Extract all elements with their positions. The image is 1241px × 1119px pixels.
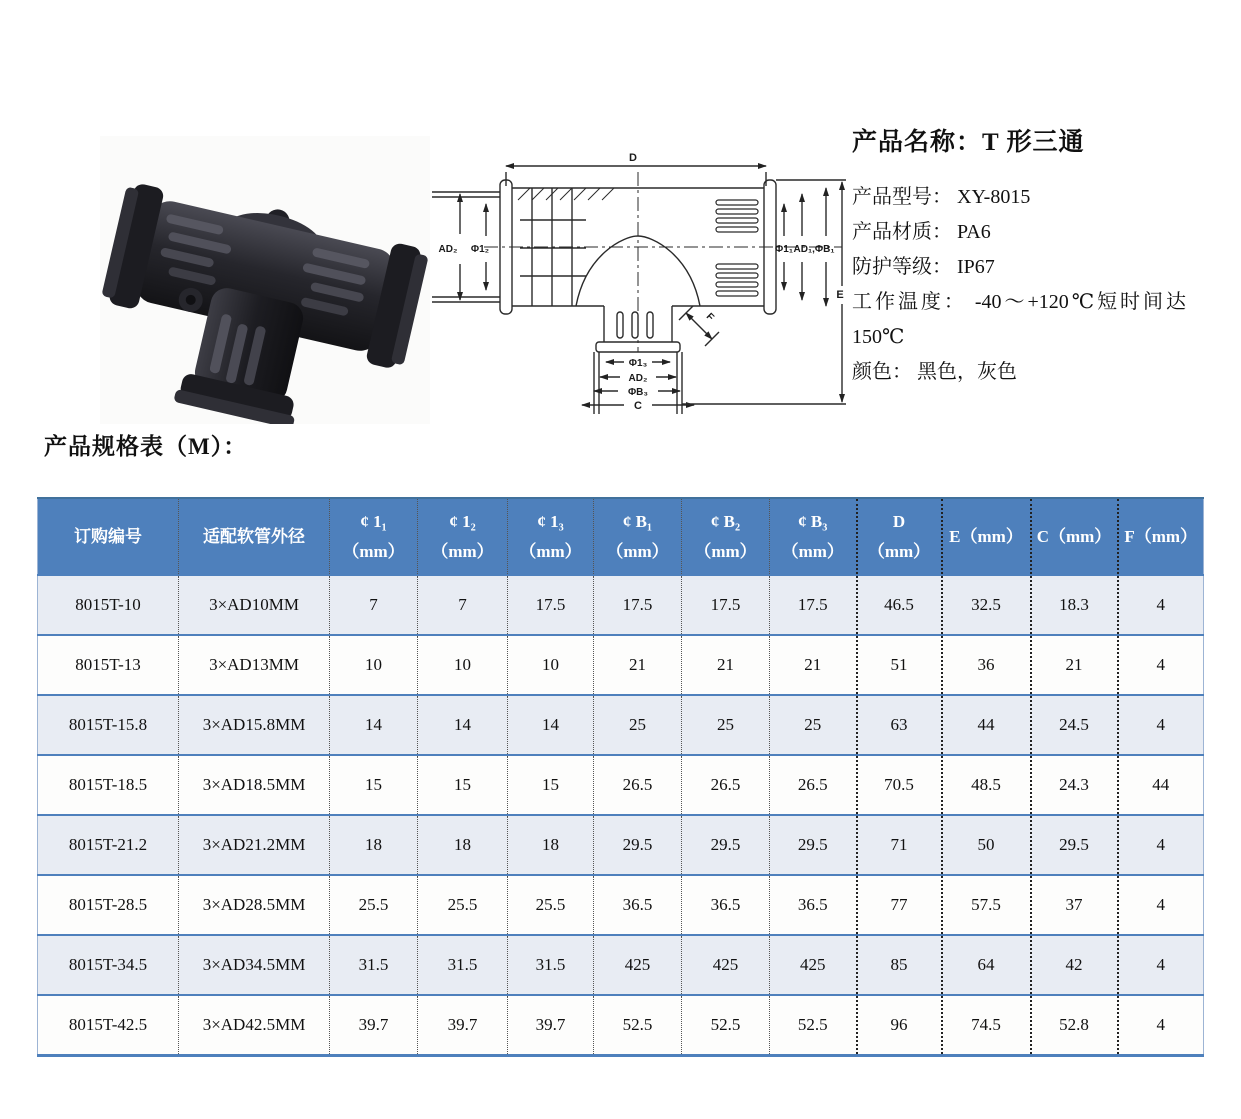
- col-header-phi1-3: ¢ 1₃ （mm）: [508, 498, 594, 575]
- table-cell: 52.5: [770, 995, 857, 1056]
- t-fitting-photo-illustration: [100, 136, 430, 424]
- table-cell: 8015T-10: [38, 575, 179, 635]
- table-row: [38, 635, 1204, 695]
- dimension-diagram: [428, 146, 852, 420]
- col-header-f: F（mm）: [1118, 498, 1204, 575]
- table-cell: 52.5: [594, 995, 682, 1056]
- table-cell: 8015T-34.5: [38, 935, 179, 995]
- table-cell: 44: [1118, 755, 1204, 815]
- col-header-hose-od: 适配软管外径: [179, 498, 330, 575]
- table-cell: 14: [330, 695, 418, 755]
- table-cell: 25: [770, 695, 857, 755]
- table-cell: 4: [1118, 995, 1204, 1056]
- table-cell: 52.5: [682, 995, 770, 1056]
- table-cell: 4: [1118, 575, 1204, 635]
- table-cell: 17.5: [770, 575, 857, 635]
- table-cell: 14: [508, 695, 594, 755]
- table-cell: 8015T-28.5: [38, 875, 179, 935]
- table-row: [38, 575, 1204, 635]
- table-cell: 8015T-18.5: [38, 755, 179, 815]
- product-model-line: 产品型号： XY-8015: [852, 186, 1031, 208]
- dim-label-e: E: [836, 289, 844, 301]
- table-cell: 8015T-21.2: [38, 815, 179, 875]
- dim-label-d: D: [629, 152, 637, 164]
- dim-label-ad2-bottom: AD₂: [628, 373, 648, 384]
- technical-drawing: [428, 146, 852, 420]
- table-cell: 42: [1031, 935, 1118, 995]
- product-name-title: 产品名称：T 形三通: [852, 129, 1085, 156]
- table-cell: 25.5: [330, 875, 418, 935]
- dim-label-ad2-left: AD₂: [438, 244, 458, 255]
- dim-label-phi12-left: Φ1₂: [470, 244, 490, 255]
- table-cell: 48.5: [942, 755, 1031, 815]
- working-temperature-line-2: 150℃: [852, 326, 905, 348]
- product-material-line: 产品材质： PA6: [852, 221, 991, 243]
- table-cell: 3×AD28.5MM: [179, 875, 330, 935]
- table-cell: 71: [857, 815, 942, 875]
- table-cell: 32.5: [942, 575, 1031, 635]
- table-cell: 26.5: [770, 755, 857, 815]
- table-cell: 57.5: [942, 875, 1031, 935]
- dim-label-c: C: [634, 400, 642, 412]
- dim-label-ad1-phib1-right: AD₁,ΦB₁: [793, 244, 835, 255]
- table-cell: 36.5: [682, 875, 770, 935]
- table-cell: 4: [1118, 875, 1204, 935]
- table-cell: 425: [682, 935, 770, 995]
- table-cell: 17.5: [508, 575, 594, 635]
- working-temperature-line: 工作温度： -40～+120℃短时间达: [852, 291, 1186, 313]
- table-row: [38, 995, 1204, 1056]
- product-photo: [100, 136, 430, 424]
- table-cell: 29.5: [682, 815, 770, 875]
- table-cell: 3×AD13MM: [179, 635, 330, 695]
- table-cell: 44: [942, 695, 1031, 755]
- table-cell: 70.5: [857, 755, 942, 815]
- table-cell: 39.7: [418, 995, 508, 1056]
- table-cell: 21: [1031, 635, 1118, 695]
- table-row: [38, 875, 1204, 935]
- table-cell: 17.5: [682, 575, 770, 635]
- table-cell: 4: [1118, 695, 1204, 755]
- table-cell: 17.5: [594, 575, 682, 635]
- table-cell: 96: [857, 995, 942, 1056]
- table-cell: 29.5: [1031, 815, 1118, 875]
- col-header-phib-2: ¢ B₂ （mm）: [682, 498, 770, 575]
- table-cell: 39.7: [330, 995, 418, 1056]
- table-cell: 4: [1118, 815, 1204, 875]
- table-cell: 24.3: [1031, 755, 1118, 815]
- table-cell: 3×AD15.8MM: [179, 695, 330, 755]
- table-cell: 4: [1118, 635, 1204, 695]
- table-cell: 14: [418, 695, 508, 755]
- table-cell: 8015T-13: [38, 635, 179, 695]
- col-header-order-no: 订购编号: [38, 498, 179, 575]
- table-row: [38, 935, 1204, 995]
- col-header-phi1-1: ¢ 1₁ （mm）: [330, 498, 418, 575]
- table-cell: 21: [594, 635, 682, 695]
- table-cell: 10: [330, 635, 418, 695]
- table-cell: 29.5: [770, 815, 857, 875]
- table-row: [38, 815, 1204, 875]
- table-cell: 8015T-15.8: [38, 695, 179, 755]
- table-cell: 46.5: [857, 575, 942, 635]
- table-cell: 25: [594, 695, 682, 755]
- table-cell: 29.5: [594, 815, 682, 875]
- table-cell: 39.7: [508, 995, 594, 1056]
- table-cell: 3×AD18.5MM: [179, 755, 330, 815]
- table-cell: 18: [330, 815, 418, 875]
- col-header-e: E（mm）: [942, 498, 1031, 575]
- protection-rating-line: 防护等级： IP67: [852, 256, 995, 278]
- col-header-c: C（mm）: [1031, 498, 1118, 575]
- table-row: [38, 755, 1204, 815]
- table-cell: 36.5: [770, 875, 857, 935]
- table-cell: 24.5: [1031, 695, 1118, 755]
- table-cell: 18: [508, 815, 594, 875]
- table-cell: 63: [857, 695, 942, 755]
- table-cell: 64: [942, 935, 1031, 995]
- table-cell: 10: [418, 635, 508, 695]
- table-cell: 4: [1118, 935, 1204, 995]
- table-cell: 52.8: [1031, 995, 1118, 1056]
- spec-table-body: [38, 575, 1204, 1056]
- table-cell: 18.3: [1031, 575, 1118, 635]
- color-line: 颜色： 黑色，灰色: [852, 361, 1017, 383]
- spec-table: [37, 497, 1204, 1057]
- table-cell: 25.5: [508, 875, 594, 935]
- table-cell: 74.5: [942, 995, 1031, 1056]
- dim-label-phi11-right: Φ1₁: [775, 244, 793, 255]
- spec-table-title: 产品规格表（M）：: [44, 434, 248, 459]
- table-cell: 77: [857, 875, 942, 935]
- table-cell: 3×AD42.5MM: [179, 995, 330, 1056]
- table-cell: 31.5: [418, 935, 508, 995]
- table-cell: 31.5: [508, 935, 594, 995]
- table-cell: 21: [682, 635, 770, 695]
- table-cell: 15: [418, 755, 508, 815]
- table-row: [38, 695, 1204, 755]
- table-cell: 15: [508, 755, 594, 815]
- dim-label-phib3-bottom: ΦB₃: [627, 387, 649, 398]
- table-cell: 3×AD34.5MM: [179, 935, 330, 995]
- table-cell: 85: [857, 935, 942, 995]
- col-header-phib-1: ¢ B₁ （mm）: [594, 498, 682, 575]
- col-header-phib-3: ¢ B₃ （mm）: [770, 498, 857, 575]
- table-cell: 50: [942, 815, 1031, 875]
- table-cell: 18: [418, 815, 508, 875]
- table-cell: 36.5: [594, 875, 682, 935]
- product-info: [852, 122, 1186, 390]
- dim-label-f: F: [703, 311, 716, 324]
- table-cell: 425: [594, 935, 682, 995]
- table-cell: 425: [770, 935, 857, 995]
- table-cell: 26.5: [682, 755, 770, 815]
- table-cell: 37: [1031, 875, 1118, 935]
- spec-table-header: [38, 498, 1204, 575]
- table-cell: 10: [508, 635, 594, 695]
- table-cell: 25: [682, 695, 770, 755]
- table-cell: 3×AD21.2MM: [179, 815, 330, 875]
- table-cell: 7: [418, 575, 508, 635]
- table-cell: 51: [857, 635, 942, 695]
- table-cell: 25.5: [418, 875, 508, 935]
- table-cell: 36: [942, 635, 1031, 695]
- table-cell: 31.5: [330, 935, 418, 995]
- col-header-phi1-2: ¢ 1₂ （mm）: [418, 498, 508, 575]
- dim-label-phi13-bottom: Φ1₃: [628, 358, 648, 369]
- table-cell: 7: [330, 575, 418, 635]
- col-header-d: D （mm）: [857, 498, 942, 575]
- table-cell: 21: [770, 635, 857, 695]
- table-cell: 26.5: [594, 755, 682, 815]
- table-cell: 15: [330, 755, 418, 815]
- table-cell: 3×AD10MM: [179, 575, 330, 635]
- table-cell: 8015T-42.5: [38, 995, 179, 1056]
